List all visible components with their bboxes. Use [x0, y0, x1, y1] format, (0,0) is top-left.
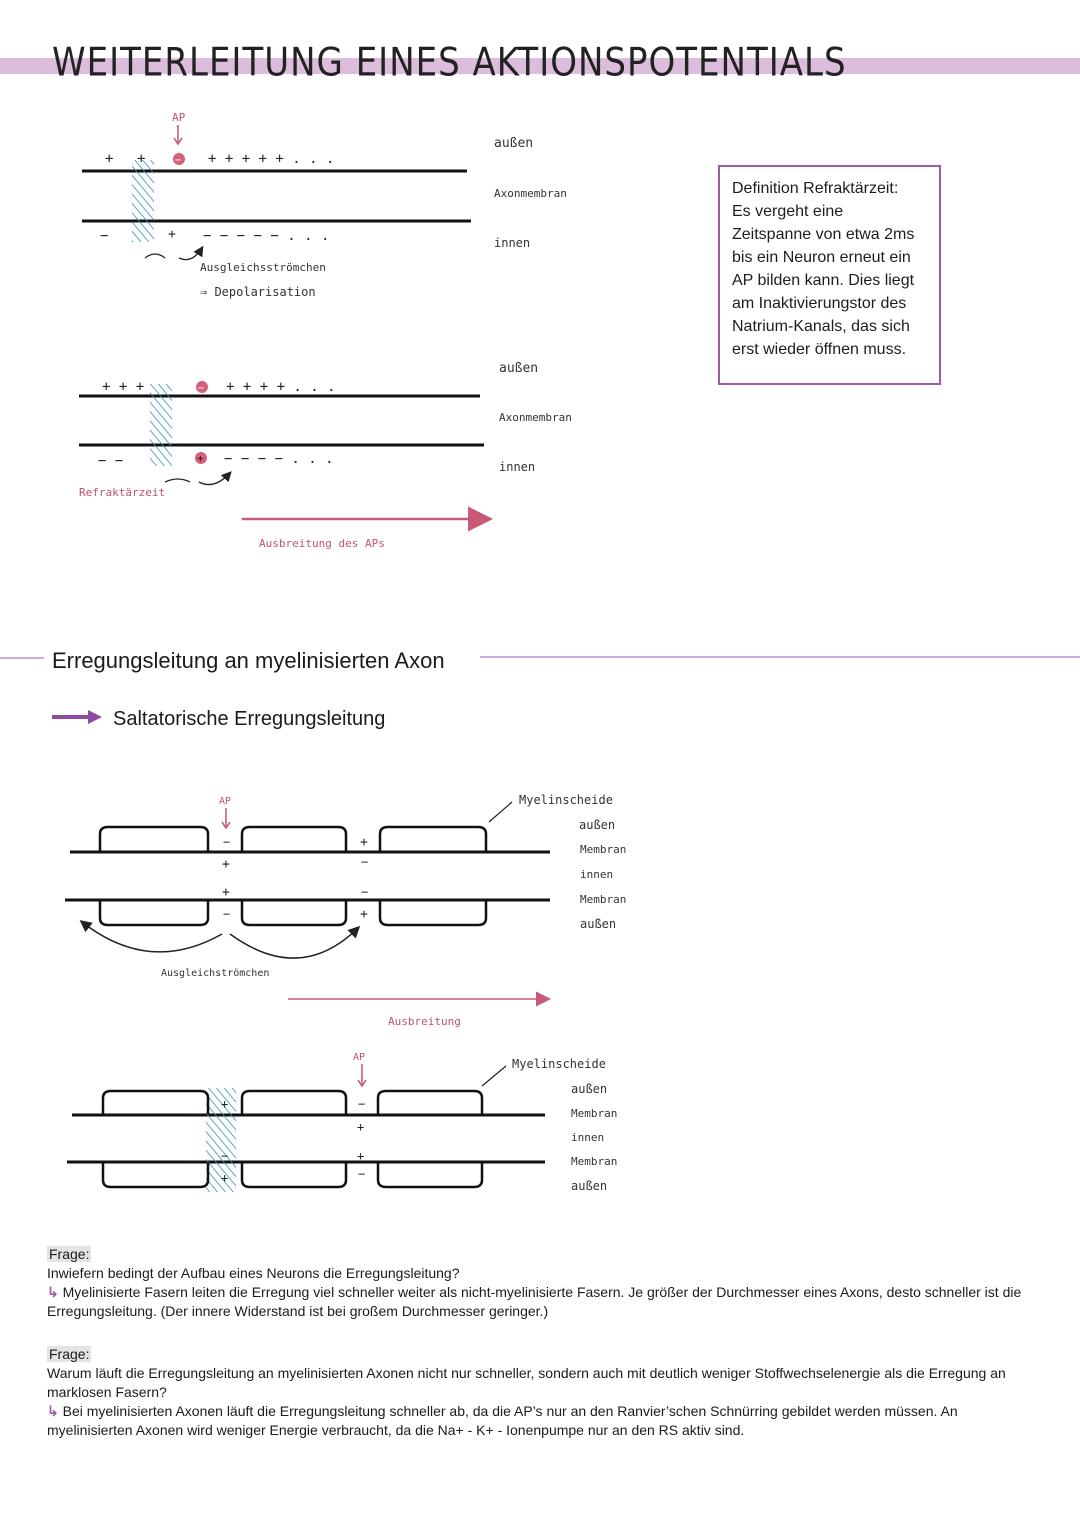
depolarisation-label: ⇒ Depolarisation: [200, 285, 316, 299]
myelin-sheath: [380, 827, 486, 851]
answer-arrow-icon: ↳: [47, 1284, 59, 1300]
svg-text:−: −: [223, 907, 231, 921]
svg-text:− −: − −: [98, 453, 124, 469]
outside-label: außen: [580, 917, 617, 931]
inside-label: innen: [571, 1131, 605, 1144]
myelin-label: Myelinscheide: [512, 1057, 606, 1071]
answer-arrow-icon: ↳: [47, 1403, 59, 1419]
answer-text: [47, 1283, 1037, 1321]
svg-text:−: −: [358, 1167, 366, 1181]
membrane-label: Axonmembran: [494, 187, 567, 200]
definition-line: am Inaktivierungstor des: [732, 295, 907, 312]
definition-line: Zeitspanne von etwa 2ms: [732, 226, 915, 243]
definition-line: bis ein Neuron erneut ein: [732, 249, 911, 266]
inside-label: innen: [580, 868, 614, 881]
svg-text:+ + +: + + +: [102, 379, 145, 395]
definition-line: erst wieder öffnen muss.: [732, 341, 907, 358]
currents-label: Ausgleichströmchen: [161, 968, 270, 979]
svg-text:+: +: [357, 1149, 365, 1163]
definition-line: Definition Refraktärzeit:: [732, 180, 899, 197]
svg-text:+: +: [105, 151, 114, 167]
ap-label: AP: [172, 111, 186, 124]
svg-text:+: +: [137, 151, 146, 167]
membrane-label: Membran: [571, 1155, 618, 1168]
answer-body: Myelinisierte Fasern leiten die Erregung viel schneller weiter als nicht-myelinisierte Fasern. Je größer der Durchmesser eines Axons, desto schneller ist die Erregungsleitung. (Der innere Widerstand ist bei großem Durchmesser geringer.): [47, 1284, 1022, 1319]
membrane-label: Membran: [571, 1107, 618, 1120]
svg-text:−: −: [175, 155, 182, 166]
outside-label: außen: [494, 136, 534, 151]
currents-label: Ausgleichsströmchen: [200, 261, 326, 274]
outside-label: außen: [571, 1082, 608, 1096]
spread-label: Ausbreitung des APs: [259, 537, 385, 550]
question-text: Inwiefern bedingt der Aufbau eines Neurons die Erregungsleitung?: [47, 1265, 460, 1281]
myelin-sheath: [242, 827, 346, 851]
svg-text:+ + + + . . .: + + + + . . .: [226, 379, 336, 395]
svg-text:−: −: [198, 383, 205, 394]
diagram-unmyelinated-2: [79, 361, 572, 550]
myelin-sheath: [242, 901, 346, 925]
hatched-region: [132, 160, 154, 242]
diagram-unmyelinated-1: [82, 111, 567, 299]
myelin-label: Myelinscheide: [519, 793, 613, 807]
svg-text:− − − − − . . .: − − − − − . . .: [203, 228, 330, 244]
myelin-sheath: [100, 901, 208, 925]
svg-text:+: +: [221, 1171, 229, 1185]
svg-text:+: +: [360, 907, 368, 922]
hatched-region: [150, 384, 172, 466]
diagram-myelinated-1: [65, 793, 626, 1028]
question-label: Frage:: [49, 1346, 90, 1362]
membrane-label: Membran: [580, 893, 627, 906]
answer-text: [47, 1402, 1037, 1440]
svg-text:− − − − . . .: − − − − . . .: [224, 451, 334, 467]
page-title: WEITERLEITUNG EINES AKTIONSPOTENTIALS: [52, 40, 847, 86]
outside-label: außen: [571, 1179, 608, 1193]
svg-text:−: −: [223, 835, 231, 849]
qa-block-2: [47, 1345, 1037, 1440]
membrane-label: Axonmembran: [499, 411, 572, 424]
svg-text:+: +: [222, 857, 230, 872]
definition-line: Es vergeht eine: [732, 203, 844, 220]
diagram-myelinated-2: [67, 1052, 617, 1193]
outside-label: außen: [579, 818, 616, 832]
question-label: Frage:: [49, 1246, 90, 1262]
svg-text:+: +: [222, 885, 230, 900]
answer-body: Bei myelinisierten Axonen läuft die Erregungsleitung schneller ab, da die AP’s nur an den Ranvier’schen Schnürring gebildet werden müssen. An myelinisierten Axonen wird weniger Energie verbraucht, da die Na+ - K+ - Ionenpumpe nur an den RS aktiv sind.: [47, 1403, 958, 1438]
myelin-sheath: [100, 827, 208, 851]
svg-text:+: +: [197, 452, 204, 465]
svg-text:+: +: [357, 1120, 365, 1134]
inside-label: innen: [494, 236, 531, 250]
spread-label: Ausbreitung: [388, 1015, 461, 1028]
svg-text:+: +: [360, 835, 368, 850]
ap-label: AP: [219, 796, 232, 807]
svg-text:−: −: [361, 855, 369, 869]
section-subtitle: Saltatorische Erregungsleitung: [113, 708, 386, 730]
outside-label: außen: [499, 361, 539, 376]
section-title: Erregungsleitung an myelinisierten Axon: [52, 648, 445, 673]
qa-block-1: [47, 1245, 1037, 1321]
svg-text:+: +: [221, 1097, 229, 1111]
definition-line: AP bilden kann. Dies liegt: [732, 272, 915, 289]
svg-text:−: −: [361, 885, 369, 899]
svg-text:−: −: [100, 228, 109, 244]
svg-text:+: +: [168, 227, 176, 242]
refractory-label: Refraktärzeit: [79, 486, 166, 499]
svg-text:−: −: [221, 1149, 229, 1163]
svg-text:+ + + + + . . .: + + + + + . . .: [208, 151, 335, 167]
definition-box: [718, 165, 941, 385]
question-text: Warum läuft die Erregungsleitung an myelinisierten Axonen nicht nur schneller, sondern auch mit deutlich weniger Stoffwechselenergie als die Erregung an marklosen Fasern?: [47, 1365, 1006, 1400]
inside-label: innen: [499, 460, 536, 474]
myelin-sheath: [380, 901, 486, 925]
definition-line: Natrium-Kanals, das sich: [732, 318, 910, 335]
ap-label: AP: [353, 1052, 366, 1063]
svg-text:−: −: [358, 1097, 366, 1111]
membrane-label: Membran: [580, 843, 627, 856]
